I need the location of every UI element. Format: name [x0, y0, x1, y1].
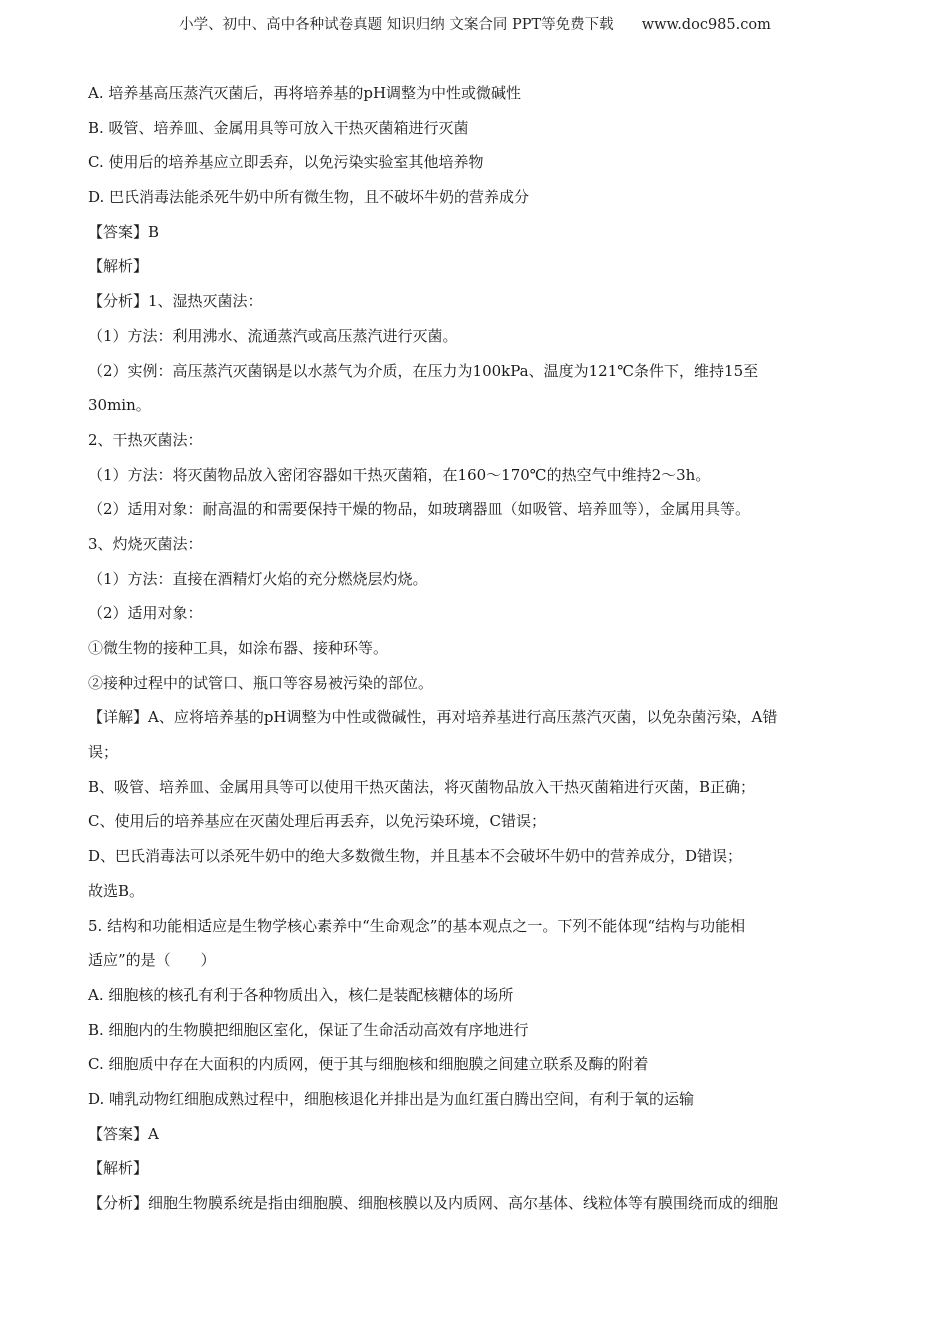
question-5-stem: 5. 结构和功能相适应是生物学核心素养中“生命观念”的基本观点之一。下列不能体现“结构与功能相 — [88, 916, 746, 935]
q5-analysis-line: 【分析】细胞生物膜系统是指由细胞膜、细胞核膜以及内质网、高尔基体、线粒体等有膜围绕而成的细胞 — [88, 1194, 779, 1212]
detail-line: D、巴氏消毒法可以杀死牛奶中的绝大多数微生物，并且基本不会破坏牛奶中的营养成分，D错误； — [88, 847, 743, 866]
option-d-line: D. 巴氏消毒法能杀死牛奶中所有微生物，且不破坏牛奶的营养成分 — [88, 188, 530, 207]
q5-option-d-line: D. 哺乳动物红细胞成熟过程中，细胞核退化并排出是为血红蛋白腾出空间，有利于氧的运输 — [88, 1089, 695, 1108]
analysis-line: （2）实例：高压蒸汽灭菌锅是以水蒸气为介质，在压力为100kPa、温度为121℃条件下，维持15至 — [88, 361, 759, 380]
q5-option-a-line: A. 细胞核的核孔有利于各种物质出入，核仁是装配核糖体的场所 — [88, 985, 514, 1004]
analysis-line: （1）方法：将灭菌物品放入密闭容器如干热灭菌箱，在160～170℃的热空气中维持2～3h。 — [88, 465, 711, 484]
option-b-line: B. 吸管、培养皿、金属用具等可放入干热灭菌箱进行灭菌 — [88, 118, 469, 137]
q5-answer-line: 【答案】A — [88, 1124, 159, 1143]
q5-option-b-line: B. 细胞内的生物膜把细胞区室化，保证了生命活动高效有序地进行 — [88, 1020, 529, 1039]
q5-option-c-line: C. 细胞质中存在大面积的内质网，便于其与细胞核和细胞膜之间建立联系及酶的附着 — [88, 1055, 649, 1074]
option-c-line: C. 使用后的培养基应立即丢弃，以免污染实验室其他培养物 — [88, 153, 484, 172]
q5-analysis-heading: 【解析】 — [88, 1159, 149, 1178]
question-5-stem: 适应”的是（ ） — [88, 951, 216, 970]
analysis-line: （1）方法：直接在酒精灯火焰的充分燃烧层灼烧。 — [88, 569, 428, 588]
detail-line: 【详解】A、应将培养基的pH调整为中性或微碱性，再对培养基进行高压蒸汽灭菌，以免杂菌污染，A错 — [88, 708, 778, 727]
document-body — [88, 76, 863, 1221]
header-site-link[interactable]: www.doc985.com — [641, 17, 771, 33]
answer-line: 【答案】B — [88, 222, 160, 241]
detail-line: B、吸管、培养皿、金属用具等可以使用干热灭菌法，将灭菌物品放入干热灭菌箱进行灭菌，B正确； — [88, 777, 756, 796]
analysis-line: 2、干热灭菌法： — [88, 430, 203, 449]
header-text: 小学、初中、高中各种试卷真题 知识归纳 文案合同 PPT等免费下载 — [179, 17, 614, 33]
analysis-line: 3、灼烧灭菌法： — [88, 534, 203, 553]
page-header — [0, 13, 950, 34]
analysis-line: ②接种过程中的试管口、瓶口等容易被污染的部位。 — [88, 673, 434, 692]
analysis-heading: 【解析】 — [88, 257, 149, 276]
analysis-line: （2）适用对象：耐高温的和需要保持干燥的物品，如玻璃器皿（如吸管、培养皿等），金属用具等。 — [88, 500, 751, 519]
analysis-line: （1）方法：利用沸水、流通蒸汽或高压蒸汽进行灭菌。 — [88, 326, 458, 345]
analysis-line: （2）适用对象： — [88, 604, 203, 623]
analysis-line: ①微生物的接种工具，如涂布器、接种环等。 — [88, 639, 389, 657]
detail-line: C、使用后的培养基应在灭菌处理后再丢弃，以免污染环境，C错误； — [88, 812, 546, 831]
detail-line: 故选B。 — [88, 881, 145, 900]
detail-line: 误； — [88, 743, 119, 762]
analysis-line: 30min。 — [88, 396, 151, 415]
analysis-line: 【分析】1、湿热灭菌法： — [88, 292, 263, 311]
option-a-line: A. 培养基高压蒸汽灭菌后，再将培养基的pH调整为中性或微碱性 — [88, 84, 522, 102]
